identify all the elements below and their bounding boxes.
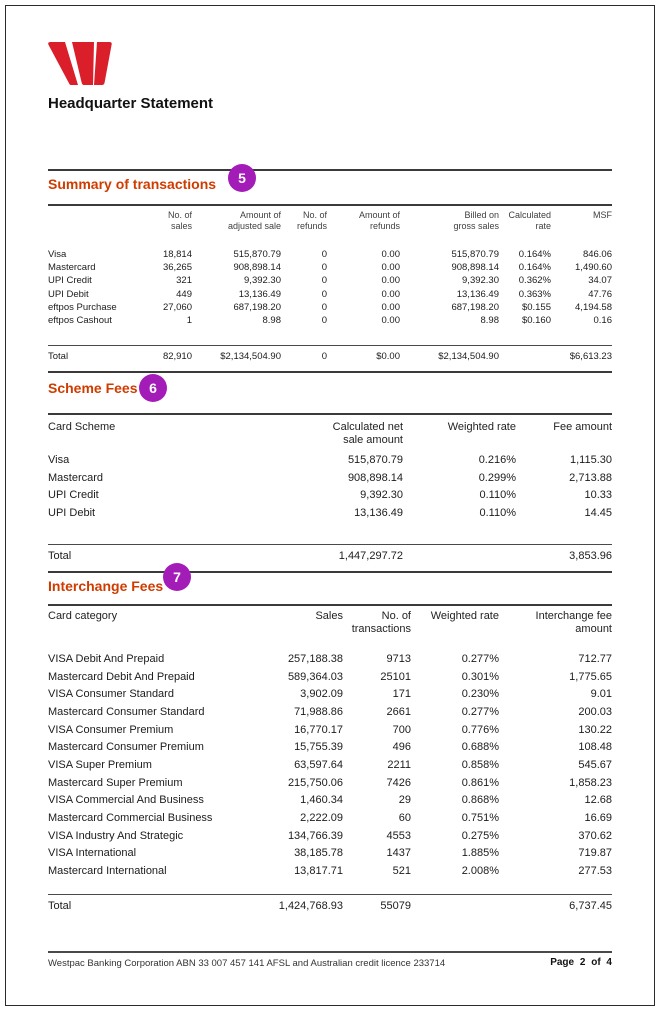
cell: 846.06	[582, 249, 612, 260]
cell: 0.363%	[518, 288, 551, 300]
cell: 0.301%	[461, 670, 499, 683]
cell: 370.62	[578, 829, 612, 842]
cell: 0.110%	[479, 489, 516, 501]
footer-rule	[48, 951, 612, 953]
section-title-summary: Summary of transactions	[48, 176, 217, 192]
column-header: Weighted rate	[447, 421, 516, 433]
cell: 29	[398, 794, 411, 807]
cell: 687,198.20	[233, 301, 281, 313]
row-label: Mastercard	[48, 471, 104, 484]
row-label: Mastercard International	[48, 864, 167, 877]
cell: 8.98	[262, 315, 281, 327]
cell: 0.00	[381, 315, 400, 327]
cell: 545.67	[578, 758, 612, 771]
cell: 0	[321, 351, 327, 362]
column-header: Calculated net sale amount	[332, 421, 403, 446]
cell: 1,115.30	[569, 454, 612, 466]
row-label: Mastercard Super Premium	[48, 776, 183, 789]
cell: 134,766.39	[287, 829, 343, 842]
cell: 1,775.65	[569, 670, 612, 683]
row-label: Mastercard Consumer Standard	[48, 705, 205, 718]
cell: 0.861%	[461, 776, 499, 789]
cell: 2211	[387, 758, 411, 771]
summary-column-headers	[48, 210, 612, 232]
cell: 13,136.49	[456, 288, 499, 300]
cell: 71,988.86	[294, 705, 343, 718]
cell: 9713	[386, 653, 411, 665]
cell: $0.155	[521, 301, 551, 313]
cell: 0.00	[381, 249, 400, 260]
row-label: Total	[48, 550, 72, 562]
cell: 60	[398, 811, 411, 824]
row-label: Visa	[48, 249, 67, 260]
footer-legal-text: Westpac Banking Corporation ABN 33 007 457 141 AFSL and Australian credit licence 233714	[48, 958, 446, 969]
cell: 38,185.78	[294, 847, 343, 860]
cell: 14.45	[584, 506, 612, 519]
cell: 36,265	[162, 262, 192, 274]
cell: 47.76	[588, 288, 612, 300]
cell: 0.858%	[461, 758, 499, 771]
row-label: Mastercard Debit And Prepaid	[48, 670, 195, 683]
cell: 1,490.60	[575, 262, 612, 274]
cell: 908,898.14	[347, 471, 403, 484]
cell: $0.160	[521, 315, 551, 327]
cell	[411, 899, 499, 914]
cell: 3,902.09	[300, 688, 343, 701]
row-label: VISA Consumer Standard	[48, 688, 174, 701]
table-top-rule	[48, 604, 612, 606]
cell: 55079	[380, 900, 411, 912]
westpac-logo-icon	[48, 42, 112, 85]
cell: 0.16	[593, 315, 612, 327]
cell: 0.751%	[461, 811, 499, 824]
cell	[403, 549, 516, 564]
table-top-rule	[48, 413, 612, 415]
cell: 0	[321, 315, 327, 327]
cell: 0.362%	[518, 275, 551, 287]
column-header: Amount of refunds	[358, 210, 400, 231]
page-number: Page 2 of 4	[550, 957, 612, 968]
cell: 215,750.06	[287, 776, 343, 789]
column-header: No. of transactions	[351, 610, 411, 635]
row-label: Mastercard Commercial Business	[48, 811, 213, 824]
row-label: eftpos Cashout	[48, 315, 112, 327]
cell: 0.164%	[518, 249, 551, 260]
cell: 12.68	[584, 794, 612, 807]
cell: 10.33	[584, 489, 612, 501]
row-label: VISA Commercial And Business	[48, 794, 204, 807]
cell: 515,870.79	[451, 249, 499, 260]
cell: 0.00	[381, 275, 400, 287]
table-top-rule	[48, 204, 612, 206]
cell: 0.00	[381, 262, 400, 274]
row-label: VISA Industry And Strategic	[48, 829, 184, 842]
column-header: Billed on gross sales	[453, 210, 499, 231]
section-rule	[48, 371, 612, 373]
cell: 521	[392, 864, 411, 877]
cell: 712.77	[578, 653, 612, 665]
column-header: No. of sales	[167, 210, 192, 231]
row-label: UPI Debit	[48, 506, 96, 519]
section-title-scheme-fees: Scheme Fees	[48, 380, 138, 396]
cell: 13,136.49	[238, 288, 281, 300]
column-header: No. of refunds	[296, 210, 327, 231]
cell: 719.87	[578, 847, 612, 860]
cell: 63,597.64	[294, 758, 343, 771]
column-header: Amount of adjusted sale	[227, 210, 281, 231]
cell: 0.275%	[461, 829, 499, 842]
cell: 16,770.17	[294, 723, 343, 736]
column-header	[48, 210, 144, 232]
cell: 0.164%	[518, 262, 551, 274]
cell: 0.230%	[461, 688, 499, 701]
cell: 321	[176, 275, 192, 287]
cell: 16.69	[584, 811, 612, 824]
row-label: Mastercard	[48, 262, 96, 274]
cell: 1.885%	[461, 847, 499, 860]
row-label: Total	[48, 900, 72, 912]
cell: 34.07	[588, 275, 612, 287]
cell: 25101	[380, 670, 411, 683]
row-label: Mastercard Consumer Premium	[48, 741, 204, 754]
cell: 0	[321, 288, 327, 300]
cell: 13,817.71	[294, 864, 343, 877]
cell: 1,460.34	[300, 794, 343, 807]
interchange-column-headers	[48, 610, 612, 636]
row-label: UPI Debit	[48, 288, 89, 300]
cell: 0.299%	[478, 471, 516, 484]
cell: 257,188.38	[287, 653, 343, 665]
cell: 1,447,297.72	[338, 550, 403, 562]
cell: 7426	[386, 776, 411, 789]
cell: 13,136.49	[354, 506, 403, 519]
cell: 908,898.14	[451, 262, 499, 274]
annotation-badge-5: 5	[228, 164, 256, 192]
total-separator-rule	[48, 345, 612, 346]
cell: 589,364.03	[287, 670, 343, 683]
row-label: eftpos Purchase	[48, 301, 117, 313]
row-label: VISA Super Premium	[48, 758, 152, 771]
cell: 0	[321, 301, 327, 313]
cell: 0.216%	[478, 454, 516, 466]
cell: 0.00	[381, 288, 400, 300]
cell: 0	[321, 249, 327, 260]
total-separator-rule	[48, 544, 612, 545]
cell: 0.688%	[461, 741, 499, 754]
cell: 0	[321, 275, 327, 287]
column-header: MSF	[593, 210, 612, 220]
row-label: UPI Credit	[48, 275, 92, 287]
section-title-interchange-fees: Interchange Fees	[48, 578, 164, 594]
cell: 0.776%	[461, 723, 499, 736]
cell: 18,814	[162, 249, 192, 260]
section-rule	[48, 571, 612, 573]
cell: 9,392.30	[462, 275, 499, 287]
row-label: VISA Consumer Premium	[48, 723, 174, 736]
cell: 449	[176, 288, 192, 300]
scheme-column-headers	[48, 421, 612, 447]
cell: 171	[392, 688, 411, 701]
annotation-badge-6: 6	[139, 374, 167, 402]
column-header: Sales	[315, 610, 343, 622]
cell	[499, 350, 551, 364]
column-header: Fee amount	[553, 421, 612, 433]
cell: 1437	[386, 847, 411, 860]
cell: 9,392.30	[360, 489, 403, 501]
interchange-total-row	[48, 899, 612, 914]
summary-total-row	[48, 350, 612, 364]
section-rule	[48, 169, 612, 171]
row-label: Visa	[48, 454, 70, 466]
cell: $6,613.23	[569, 351, 612, 362]
row-label: Total	[48, 351, 69, 362]
cell: 0	[321, 262, 327, 274]
cell: 108.48	[578, 741, 612, 754]
cell: 4,194.58	[575, 301, 612, 313]
cell: 700	[392, 723, 411, 736]
cell: 0.277%	[461, 653, 499, 665]
row-label: UPI Credit	[48, 489, 99, 501]
cell: 0.277%	[461, 705, 499, 718]
annotation-badge-7: 7	[163, 563, 191, 591]
cell: 1	[186, 315, 192, 327]
cell: $2,134,504.90	[438, 351, 499, 362]
cell: 496	[392, 741, 411, 754]
cell: 8.98	[480, 315, 499, 327]
cell: 2661	[386, 705, 411, 718]
cell: 200.03	[578, 705, 612, 718]
cell: 2,713.88	[569, 471, 612, 484]
cell: 82,910	[162, 351, 192, 362]
cell: 0.110%	[479, 506, 516, 519]
cell: 6,737.45	[569, 900, 612, 912]
cell: 0.00	[381, 301, 400, 313]
column-header: Interchange fee amount	[535, 610, 612, 635]
cell: 2.008%	[461, 864, 499, 877]
cell: 687,198.20	[451, 301, 499, 313]
document-title: Headquarter Statement	[48, 95, 214, 112]
cell: 0.868%	[461, 794, 499, 807]
column-header: Card category	[48, 610, 118, 622]
cell: 15,755.39	[294, 741, 343, 754]
cell: 130.22	[578, 723, 612, 736]
row-label: VISA Debit And Prepaid	[48, 653, 165, 665]
cell: 1,424,768.93	[278, 900, 343, 912]
scheme-total-row	[48, 549, 612, 564]
cell: 3,853.96	[569, 550, 612, 562]
cell: $0.00	[376, 351, 400, 362]
cell: 277.53	[578, 864, 612, 877]
cell: 515,870.79	[233, 249, 281, 260]
column-header: Card Scheme	[48, 421, 116, 433]
scheme-fees-table	[48, 452, 612, 522]
column-header: Calculated rate	[508, 210, 551, 231]
interchange-fees-table	[48, 651, 612, 881]
cell: 9.01	[590, 688, 612, 701]
total-separator-rule	[48, 894, 612, 895]
cell: 4553	[386, 829, 411, 842]
cell: 27,060	[162, 301, 192, 313]
row-label: VISA International	[48, 847, 137, 860]
cell: $2,134,504.90	[220, 351, 281, 362]
cell: 908,898.14	[233, 262, 281, 274]
summary-table	[48, 248, 612, 327]
cell: 515,870.79	[347, 454, 403, 466]
cell: 9,392.30	[244, 275, 281, 287]
cell: 2,222.09	[300, 811, 343, 824]
column-header: Weighted rate	[430, 610, 499, 622]
cell: 1,858.23	[569, 776, 612, 789]
